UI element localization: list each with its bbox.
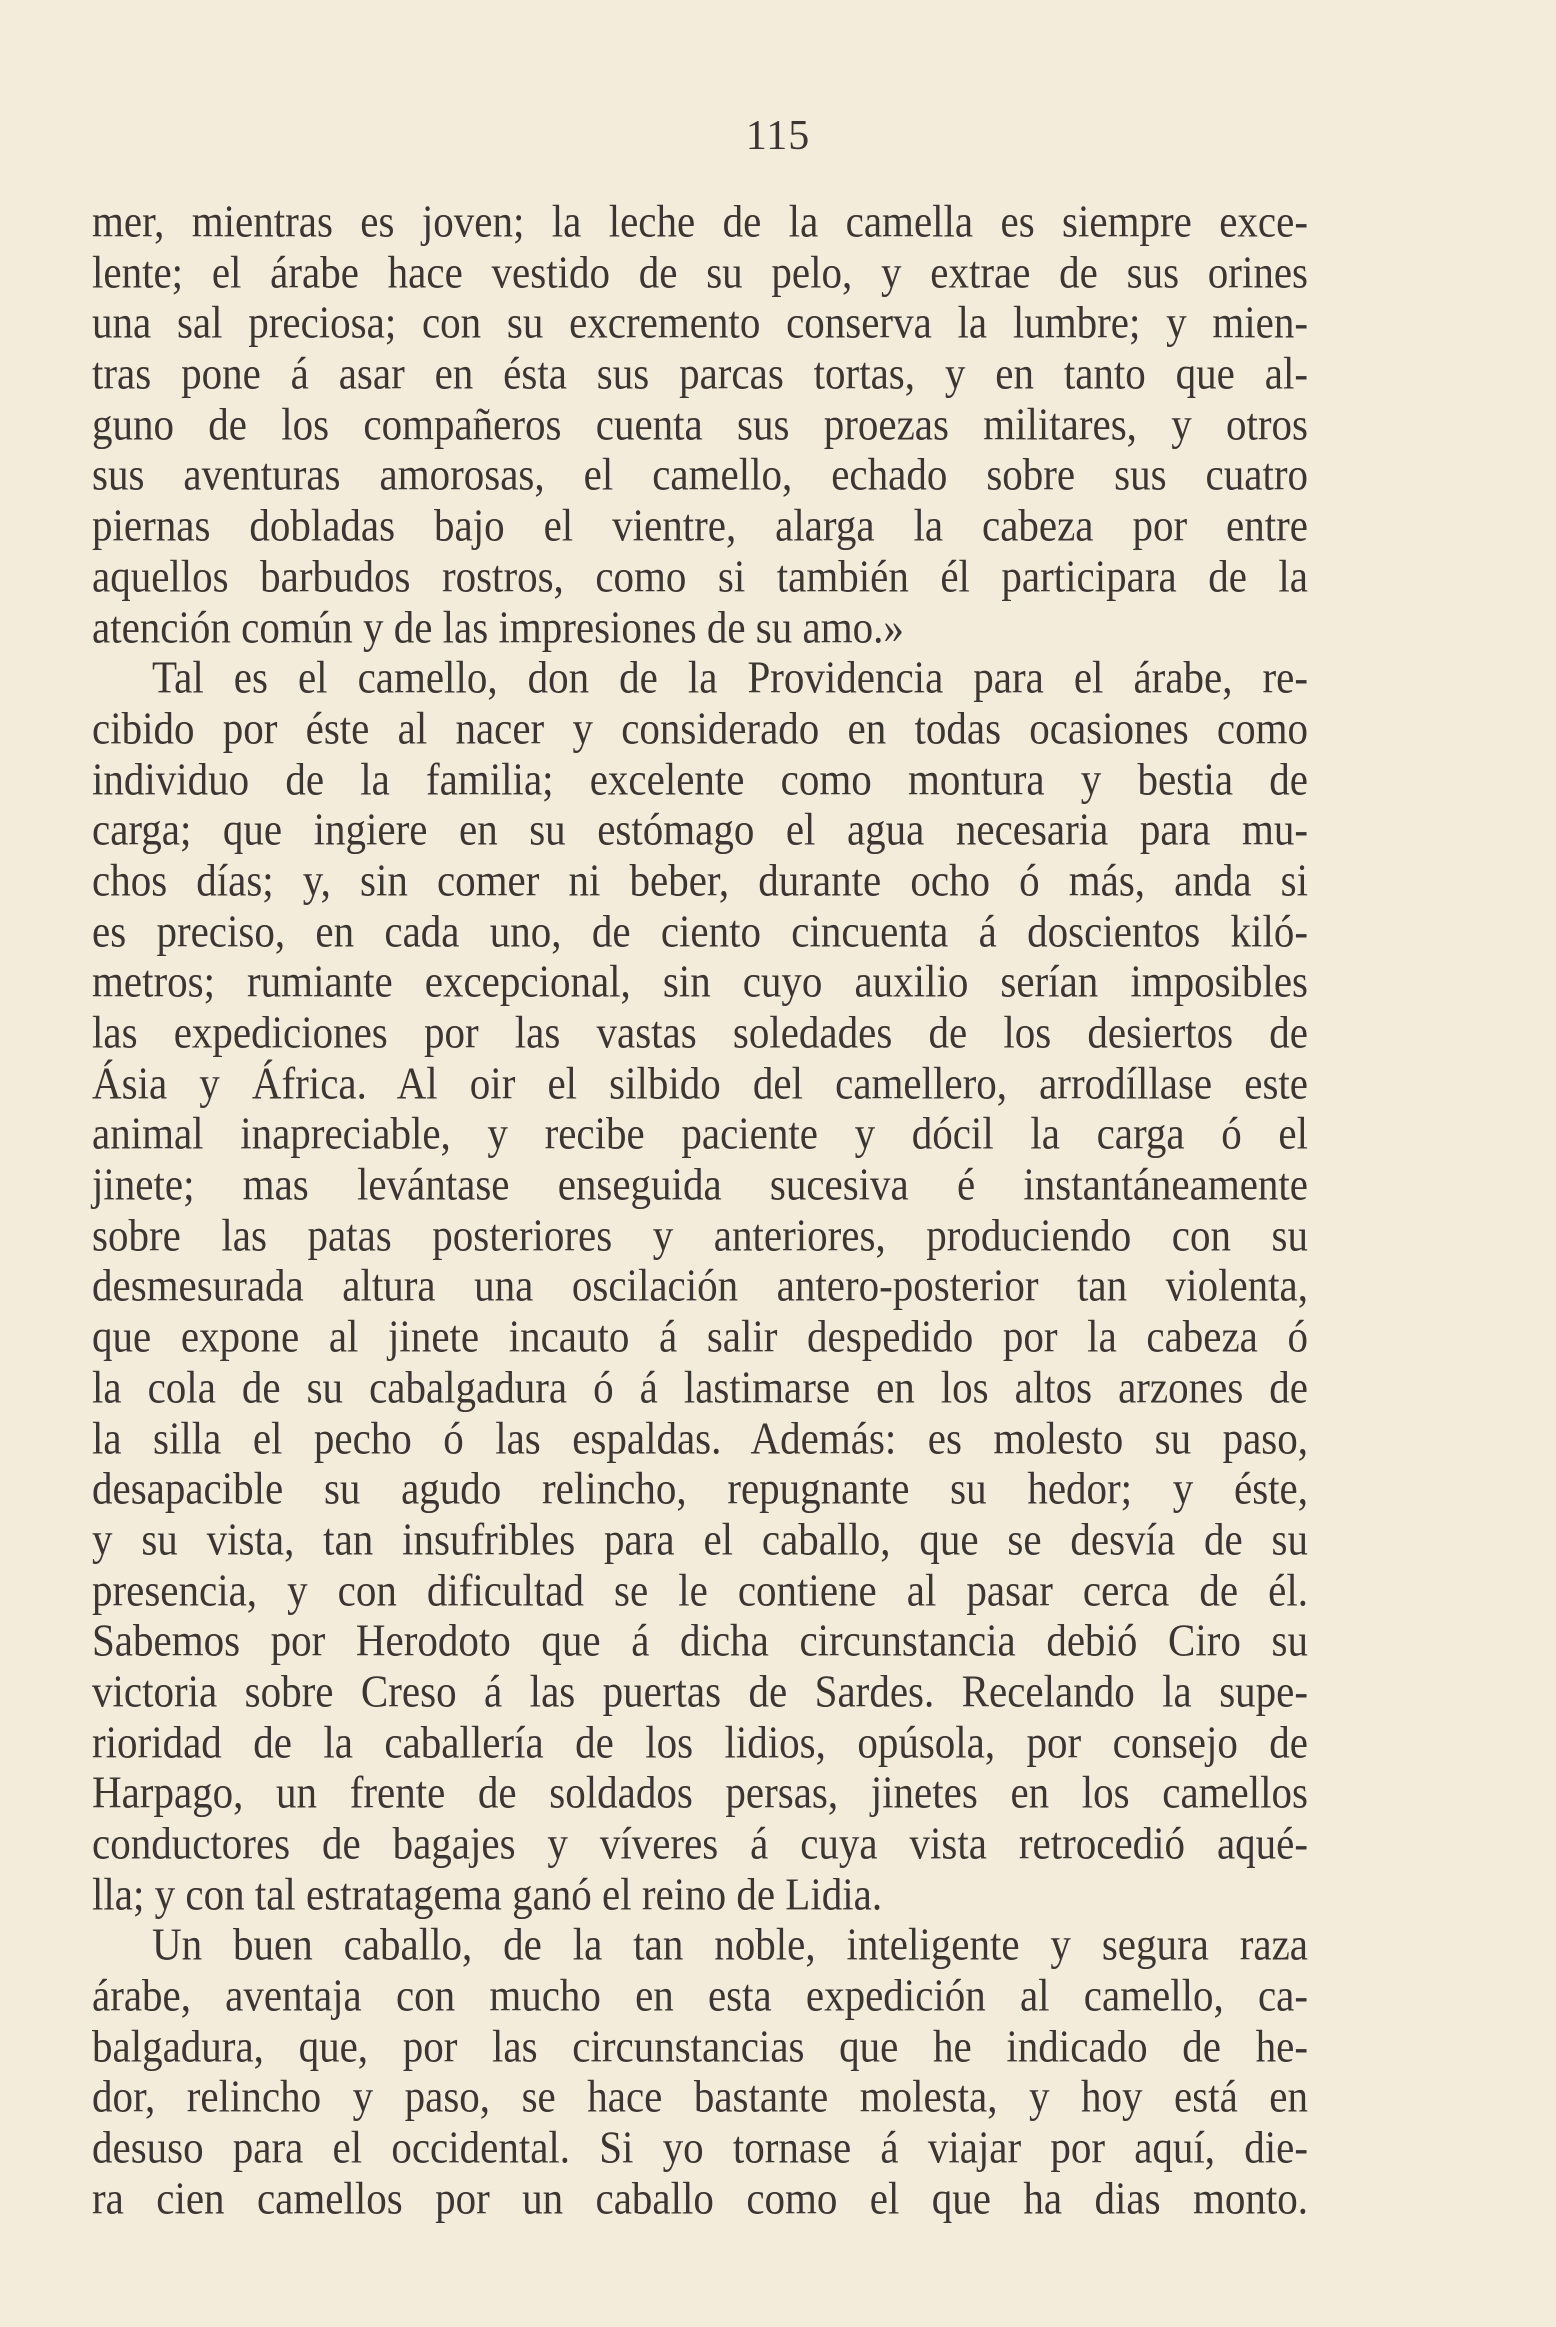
text-line: balgadura, que, por las circunstancias que he indicado de he-	[92, 2019, 1308, 2072]
text-line: metros; rumiante excepcional, sin cuyo auxilio serían imposibles	[92, 955, 1308, 1008]
text-line: sus aventuras amorosas, el camello, echado sobre sus cuatro	[92, 448, 1308, 501]
text-line: la cola de su cabalgadura ó á lastimarse en los altos arzones de	[92, 1361, 1308, 1413]
text-line: individuo de la familia; excelente como montura y bestia de	[92, 752, 1308, 805]
text-line: y su vista, tan insufribles para el caballo, que se desvía de su	[92, 1513, 1308, 1565]
text-line: tras pone á asar en ésta sus parcas tortas, y en tanto que al-	[92, 347, 1308, 399]
text-line: guno de los compañeros cuenta sus proezas militares, y otros	[92, 397, 1308, 450]
text-line: desuso para el occidental. Si yo tornase á viajar por aquí, die-	[92, 2121, 1308, 2173]
text-line: es preciso, en cada uno, de ciento cincuenta á doscientos kiló-	[92, 904, 1308, 957]
text-line: jinete; mas levántase enseguida sucesiva é instantáneamente	[92, 1158, 1308, 1210]
text-line: cibido por éste al nacer y considerado en todas ocasiones como	[92, 702, 1308, 754]
text-line: una sal preciosa; con su excremento conserva la lumbre; y mien-	[92, 296, 1308, 349]
text-line: animal inapreciable, y recibe paciente y dócil la carga ó el	[92, 1107, 1308, 1160]
body-text	[92, 196, 1308, 2224]
text-line: Un buen caballo, de la tan noble, inteligente y segura raza	[152, 1918, 1308, 1971]
text-line: Tal es el camello, don de la Providencia para el árabe, re-	[152, 651, 1308, 703]
text-line: las expediciones por las vastas soledades de los desiertos de	[92, 1006, 1308, 1058]
text-line: que expone al jinete incauto á salir despedido por la cabeza ó	[92, 1310, 1308, 1362]
text-line: chos días; y, sin comer ni beber, durante ocho ó más, anda si	[92, 854, 1308, 906]
text-line: Ásia y África. Al oir el silbido del camellero, arrodíllase este	[92, 1056, 1308, 1109]
text-line: desmesurada altura una oscilación antero-posterior tan violenta,	[92, 1259, 1308, 1312]
text-line: atención común y de las impresiones de su amo.»	[92, 600, 904, 653]
text-line: desapacible su agudo relincho, repugnante su hedor; y éste,	[92, 1462, 1308, 1514]
text-line: victoria sobre Creso á las puertas de Sardes. Recelando la supe-	[92, 1665, 1308, 1717]
text-line: conductores de bagajes y víveres á cuya vista retrocedió aqué-	[92, 1817, 1308, 1869]
text-line: piernas dobladas bajo el vientre, alarga la cabeza por entre	[92, 499, 1308, 551]
text-line: mer, mientras es joven; la leche de la camella es siempre exce-	[92, 195, 1308, 247]
text-line: rioridad de la caballería de los lidios, opúsola, por consejo de	[92, 1715, 1308, 1768]
text-line: árabe, aventaja con mucho en esta expedición al camello, ca-	[92, 1969, 1308, 2021]
text-line: carga; que ingiere en su estómago el agua necesaria para mu-	[92, 803, 1308, 855]
text-line: la silla el pecho ó las espaldas. Además: es molesto su paso,	[92, 1411, 1308, 1464]
text-line: lente; el árabe hace vestido de su pelo, y extrae de sus orines	[92, 245, 1308, 298]
page-number: 115	[745, 113, 811, 159]
text-line: dor, relincho y paso, se hace bastante molesta, y hoy está en	[92, 2070, 1308, 2123]
text-line: aquellos barbudos rostros, como si también él participara de la	[92, 550, 1308, 602]
text-line: lla; y con tal estratagema ganó el reino de Lidia.	[92, 1867, 883, 1920]
text-line: presencia, y con dificultad se le contiene al pasar cerca de él.	[92, 1563, 1308, 1616]
text-line: ra cien camellos por un caballo como el que ha dias monto.	[92, 2172, 1308, 2224]
text-line: sobre las patas posteriores y anteriores, produciendo con su	[92, 1208, 1308, 1261]
text-line: Harpago, un frente de soldados persas, jinetes en los camellos	[92, 1766, 1308, 1819]
text-line: Sabemos por Herodoto que á dicha circunstancia debió Ciro su	[92, 1614, 1308, 1666]
